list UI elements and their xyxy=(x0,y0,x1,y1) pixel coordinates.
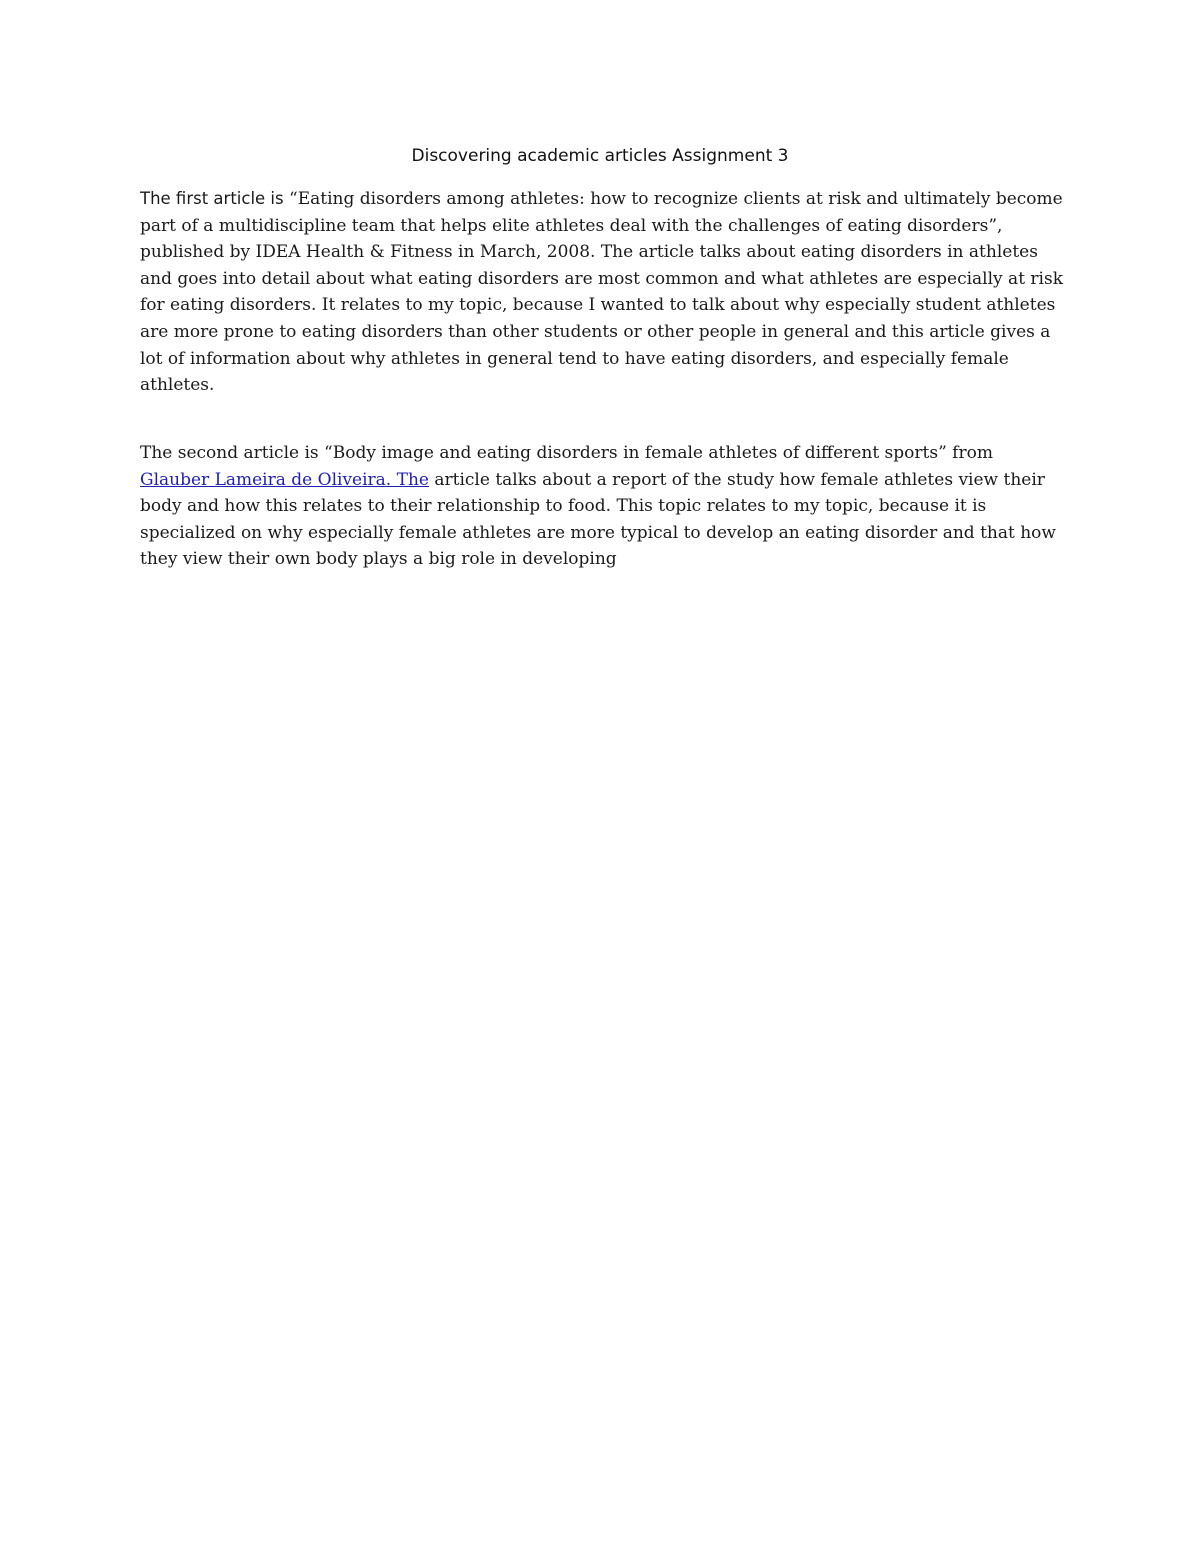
paragraph-text-after-link: article talks about a report of the study how female athletes view their body and how this relates to their relationship to food. This topic relates to my topic, because it is specialized on why especially female athletes are more typical to develop an eating disorder and that how they view their own body plays a big role in developing xyxy=(140,469,1056,570)
paragraph-first-article xyxy=(140,186,1065,399)
paragraph-text: “Eating disorders among athletes: how to recognize clients at risk and ultimately become part of a multidiscipline team that helps elite athletes deal with the challenges of eating disorders”, published by IDEA Health & Fitness in March, 2008. The article talks about eating disorders in athletes and goes into detail about what eating disorders are most common and what athletes are especially at risk for eating disorders. It relates to my topic, because I wanted to talk about why especially student athletes are more prone to eating disorders than other students or other people in general and this article gives a lot of information about why athletes in general tend to have eating disorders, and especially female athletes. xyxy=(140,189,1064,396)
paragraph-second-article xyxy=(140,440,1065,573)
author-link[interactable]: Glauber Lameira de Oliveira. The xyxy=(140,469,429,490)
document-title: Discovering academic articles Assignment 3 xyxy=(411,146,789,166)
paragraph-text-before-link: The second article is “Body image and eating disorders in female athletes of different sports” from xyxy=(140,443,993,463)
paragraph-lead: The first article is xyxy=(140,189,284,208)
